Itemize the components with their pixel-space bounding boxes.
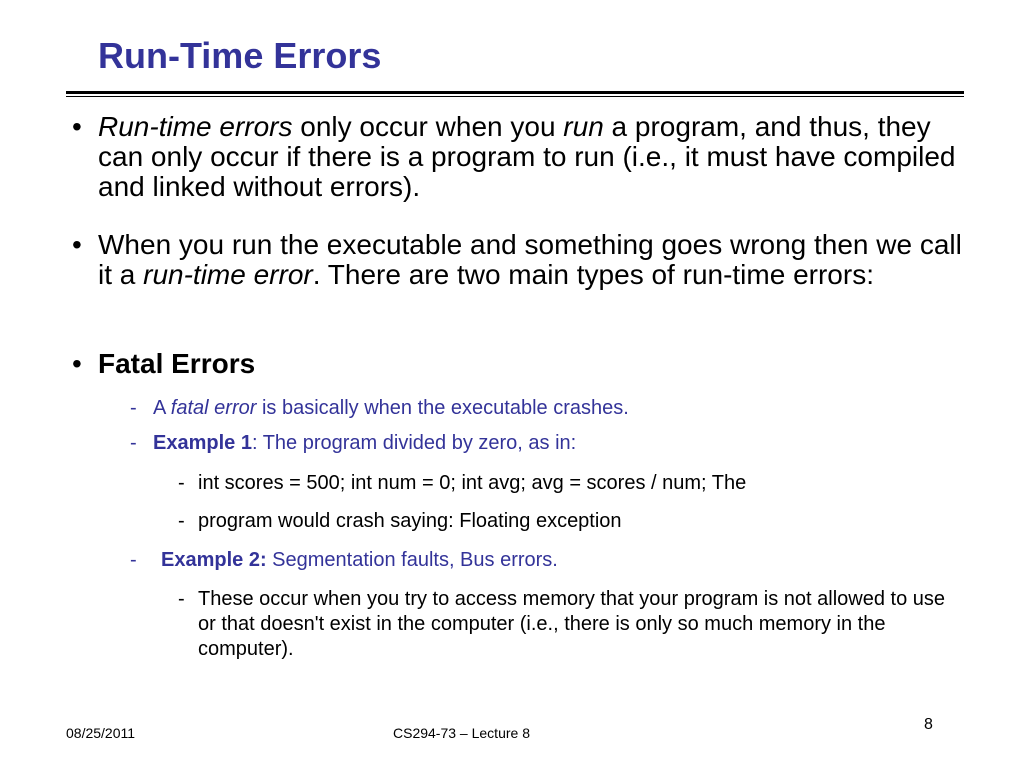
code-line-text: program would crash saying: Floating exception: [198, 510, 622, 532]
segfault-description-text: These occur when you try to access memory that your program is not allowed to use or that doesn't exist in the computer (i.e., there is only so much memory in the computer).: [198, 588, 946, 660]
title-rule-thick: [66, 91, 964, 94]
label-example-2: Example 2:: [161, 549, 267, 571]
slide-title: Run-Time Errors: [98, 35, 382, 76]
dash-marker: -: [178, 472, 185, 494]
heading-fatal-errors: Fatal Errors: [98, 348, 256, 379]
bullet-text-part: . There are two main types of run-time errors:: [312, 259, 874, 290]
subitem-example-1: [130, 431, 950, 455]
code-line-1: [178, 471, 948, 496]
page-number: 8: [924, 716, 933, 733]
emphasis-run-time-errors: Run-time errors: [98, 111, 293, 142]
code-line-2: [178, 509, 948, 534]
dash-marker: -: [130, 432, 137, 454]
emphasis-run-time-error: run-time error: [143, 259, 313, 290]
bullet-text: [98, 349, 962, 379]
bullet-mark: •: [72, 111, 82, 142]
subitem-text: [161, 548, 950, 572]
bullet-mark: •: [72, 348, 82, 379]
code-line-text: int scores = 500; int num = 0; int avg; avg = scores / num; The: [198, 472, 747, 494]
bullet-mark: •: [72, 229, 82, 260]
subitem-text-part: Segmentation faults, Bus errors.: [266, 549, 558, 571]
dash-marker: -: [178, 588, 185, 610]
subitem-text-part: is basically when the executable crashes.: [256, 397, 629, 419]
dash-marker: -: [130, 397, 137, 419]
title-rule-thin: [66, 96, 964, 97]
subitem-fatal-error-definition: [130, 396, 950, 420]
footer-date: 08/25/2011: [66, 725, 136, 741]
bullet-text-part: only occur when you: [292, 111, 564, 142]
subitem-text: [153, 431, 950, 455]
bullet-text: [98, 230, 962, 290]
subitem-text-part: : The program divided by zero, as in:: [251, 432, 577, 454]
label-example-1: Example 1: [153, 432, 252, 454]
subitem-text: [153, 396, 950, 420]
dash-marker: -: [130, 549, 137, 571]
bullet-fatal-errors: [72, 349, 962, 379]
dash-marker: -: [178, 510, 185, 532]
bullet-run-time-errors: [72, 112, 962, 202]
segfault-description: [178, 587, 948, 662]
bullet-text-part: a program, and thus, they can only occur if there is a program to run (i.e., it must have compiled and linked without errors).: [98, 111, 956, 202]
emphasis-run: run: [563, 111, 604, 142]
bullet-text-part: When you run the executable and something goes wrong then we call it a: [98, 229, 962, 290]
emphasis-fatal-error: fatal error: [170, 397, 257, 419]
subitem-text-part: A: [153, 397, 171, 419]
footer-course: CS294-73 – Lecture 8: [393, 725, 530, 741]
bullet-when-you-run: [72, 230, 962, 290]
bullet-text: [98, 112, 962, 202]
subitem-example-2: [130, 548, 950, 572]
